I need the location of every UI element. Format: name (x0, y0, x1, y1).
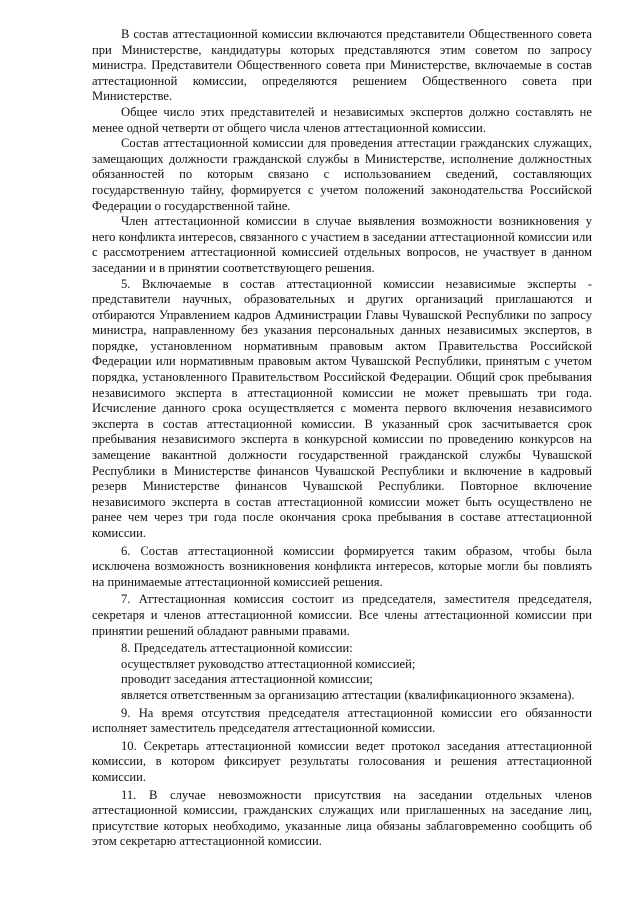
paragraph-quarter-requirement: Общее число этих представителей и независимых экспертов должно составлять не менее одной четверти от общего числа членов аттестационной комиссии. (92, 104, 592, 135)
paragraph-item-9: 9. На время отсутствия председателя аттестационной комиссии его обязанности исполняет заместитель председателя аттестационной комиссии. (92, 705, 592, 736)
paragraph-item-11: 11. В случае невозможности присутствия на заседании отдельных членов аттестационной комиссии, гражданских служащих или приглашенных на заседание лиц, присутствие которых необходимо, указанные лица обязаны заблаговременно сообщить об этом секретарю аттестационной комиссии. (92, 787, 592, 849)
paragraph-item-10: 10. Секретарь аттестационной комиссии ведет протокол заседания аттестационной комиссии, в котором фиксирует результаты голосования и решения аттестационной комиссии. (92, 738, 592, 784)
paragraph-item-6: 6. Состав аттестационной комиссии формируется таким образом, чтобы была исключена возможность возникновения конфликта интересов, которые могли бы повлиять на принимаемые аттестационной комиссией решения. (92, 543, 592, 589)
paragraph-item-5: 5. Включаемые в состав аттестационной комиссии независимые эксперты - представители научных, образовательных и других организаций приглашаются и отбираются Управлением кадров Администрации Главы Чувашской Республики по запросу министра, направленному без указания персональных данных независимых экспертов, в порядке, установленном нормативным правовым актом Правительства Российской Федерации или нормативным правовым актом Чувашской Республики, принятым с учетом порядка, установленного Правительством Российской Федерации. Общий срок пребывания независимого эксперта в аттестационной комиссии не может превышать три года. Исчисление данного срока осуществляется с момента первого включения независимого эксперта в состав аттестационной комиссии. В указанный срок засчитывается срок пребывания независимого эксперта в конкурсной комиссии по проведению конкурсов на замещение вакантной должности государственной гражданской службы Чувашской Республики в Министерстве финансов Чувашской Республики и включение в кадровый резерв Министерстве финансов Чувашской Республики. Повторное включение независимого эксперта в состав аттестационной комиссии может быть осуществлено не ранее чем через три года после окончания срока пребывания в составе аттестационной комиссии. (92, 276, 592, 540)
document-body (92, 27, 592, 850)
paragraph-state-secret: Состав аттестационной комиссии для проведения аттестации гражданских служащих, замещающих должности гражданской службы в Министерстве, исполнение должностных обязанностей по которым связано с использованием сведений, составляющих государственную тайну, формируется с учетом положений законодательства Российской Федерации о государственной тайне. (92, 136, 592, 213)
paragraph-item-8: 8. Председатель аттестационной комиссии: (121, 641, 353, 656)
paragraph-public-council: В состав аттестационной комиссии включаются представители Общественного совета при Министерстве, кандидатуры которых представляются этим советом по запросу министра. Представители Общественного совета при Министерстве, включаемые в состав аттестационной комиссии, определяются решением Общественного совета при Министерстве. (92, 27, 592, 104)
paragraph-item-7: 7. Аттестационная комиссия состоит из председателя, заместителя председателя, секретаря и членов аттестационной комиссии. Все члены аттестационной комиссии при принятии решений обладают равными правами. (92, 592, 592, 638)
paragraph-item-8-duty-2: проводит заседания аттестационной комиссии; (121, 672, 373, 687)
paragraph-conflict-of-interest: Член аттестационной комиссии в случае выявления возможности возникновения у него конфликта интересов, связанного с участием в заседании аттестационной комиссии или с рассмотрением аттестационной комиссией отдельных вопросов, не участвует в данном заседании и в принятии соответствующего решения. (92, 214, 592, 275)
paragraph-item-8-duty-1: осуществляет руководство аттестационной комиссией; (121, 656, 416, 671)
paragraph-item-8-duty-3: является ответственным за организацию аттестации (квалификационного экзамена). (121, 687, 575, 702)
